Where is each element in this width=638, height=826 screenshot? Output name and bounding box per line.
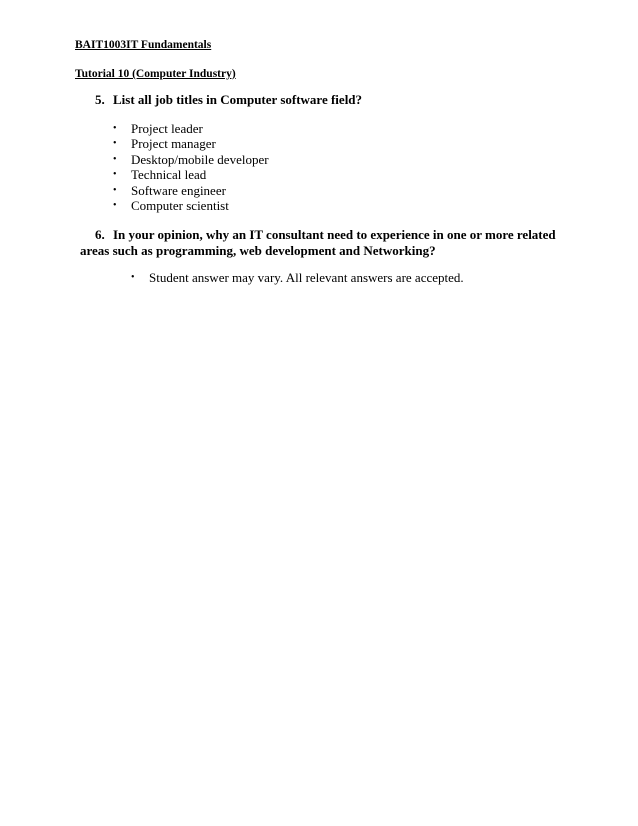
question-5-answer-list bbox=[113, 121, 269, 213]
answer-text: Technical lead bbox=[131, 167, 207, 183]
list-item bbox=[113, 121, 269, 136]
question-6-text-line-2: areas such as programming, web development and Networking? bbox=[80, 243, 436, 258]
bullet-icon: • bbox=[113, 123, 117, 134]
question-5-text: List all job titles in Computer software field? bbox=[113, 92, 363, 107]
answer-text: Student answer may vary. All relevant answers are accepted. bbox=[149, 270, 464, 285]
bullet-icon: • bbox=[113, 169, 117, 181]
bullet-icon: • bbox=[113, 184, 117, 196]
question-6-number: 6. bbox=[95, 227, 105, 242]
list-item bbox=[113, 152, 269, 167]
question-6-text-line-1: In your opinion, why an IT consultant need to experience in one or more related bbox=[113, 227, 556, 242]
list-item bbox=[113, 198, 269, 213]
answer-text: Computer scientist bbox=[131, 198, 229, 214]
answer-text: Project manager bbox=[131, 136, 216, 152]
question-5-number: 5. bbox=[95, 92, 105, 107]
answer-text: Software engineer bbox=[131, 182, 226, 198]
question-6 bbox=[80, 227, 560, 259]
answer-text: Project leader bbox=[131, 121, 203, 136]
list-item bbox=[113, 183, 269, 198]
course-title: BAIT1003IT Fundamentals bbox=[75, 39, 212, 51]
list-item bbox=[131, 270, 464, 285]
list-item bbox=[113, 136, 269, 151]
question-6-line-1 bbox=[80, 227, 560, 243]
tutorial-title: Tutorial 10 (Computer Industry) bbox=[75, 68, 236, 80]
question-6-answer-list bbox=[131, 270, 464, 285]
answer-text: Desktop/mobile developer bbox=[131, 151, 269, 167]
list-item bbox=[113, 167, 269, 182]
bullet-icon: • bbox=[113, 153, 117, 165]
bullet-icon: • bbox=[131, 272, 135, 283]
bullet-icon: • bbox=[113, 138, 117, 150]
bullet-icon: • bbox=[113, 200, 117, 212]
question-5 bbox=[95, 92, 362, 108]
